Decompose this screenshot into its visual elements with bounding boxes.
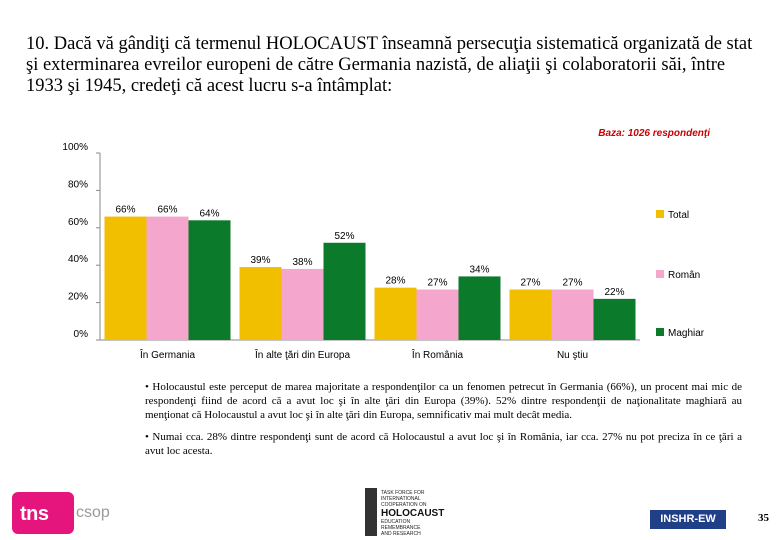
bar-data-label: 66% xyxy=(115,204,136,216)
legend-swatch-român xyxy=(656,270,664,278)
bar-data-label: 52% xyxy=(334,230,355,242)
bullet-1: • Holocaustul este perceput de marea majoritate a respondenţilor ca un fenomen petrecut în Germania (66%), un procent mai mic de respondenţi fiind de acord că a avut loc şi în alte ţări din Europa (39%). 52% dintre respondenţii de naţionalitate maghiară au menţionat că Holocaustul a avut loc şi în alte ţări din Europa, semnificativ mai mult decât media. xyxy=(145,381,742,421)
bar-român xyxy=(147,217,189,340)
bar-maghiar xyxy=(594,299,636,340)
legend-swatch-maghiar xyxy=(656,328,664,336)
y-tick-label: 60% xyxy=(67,216,88,228)
bar-român xyxy=(282,269,324,340)
y-tick-label: 100% xyxy=(62,142,88,153)
tns-logo-text: tns xyxy=(20,503,49,525)
bar-român xyxy=(417,290,459,340)
bar-data-label: 27% xyxy=(520,277,541,289)
bar-maghiar xyxy=(189,220,231,340)
legend-swatch-total xyxy=(656,210,664,218)
legend-label-total: Total xyxy=(668,210,690,221)
holocaust-logo-line-3: COOPERATION ON xyxy=(381,502,427,508)
x-category-label: În Germania xyxy=(139,350,196,361)
inshr-ew-badge: INSHR-EW xyxy=(650,510,726,529)
base-label: Baza: 1026 respondenţi xyxy=(598,128,710,139)
y-tick-label: 20% xyxy=(67,291,88,303)
bar-român xyxy=(552,290,594,340)
holocaust-task-force-logo xyxy=(365,488,455,536)
bar-total xyxy=(510,290,552,340)
y-tick-label: 40% xyxy=(67,254,88,266)
holocaust-logo-line-5: EDUCATION xyxy=(381,519,411,525)
bar-total xyxy=(240,267,282,340)
bar-data-label: 38% xyxy=(292,256,313,268)
tns-logo-box xyxy=(12,492,74,534)
bar-total xyxy=(375,288,417,340)
holocaust-logo-line-1: TASK FORCE FOR xyxy=(381,490,425,496)
bar-data-label: 27% xyxy=(427,277,448,289)
bar-data-label: 28% xyxy=(385,275,406,287)
bullet-list xyxy=(145,380,742,466)
holocaust-logo-frame xyxy=(365,488,377,536)
bar-data-label: 27% xyxy=(562,277,583,289)
page-number: 35 xyxy=(758,512,769,524)
legend-label-român: Român xyxy=(668,270,701,281)
legend-label-maghiar: Maghiar xyxy=(668,328,705,339)
y-tick-label: 80% xyxy=(67,179,88,191)
bar-data-label: 22% xyxy=(604,286,625,298)
y-tick-label: 0% xyxy=(73,329,88,340)
bar-data-label: 34% xyxy=(469,264,490,276)
csop-logo-text: csop xyxy=(76,504,110,521)
holocaust-logo-line-2: INTERNATIONAL xyxy=(381,496,421,502)
bar-data-label: 64% xyxy=(199,208,220,220)
bar-data-label: 66% xyxy=(157,204,178,216)
bar-data-label: 39% xyxy=(250,255,271,267)
bullet-2: • Numai cca. 28% dintre respondenţi sunt de acord că Holocaustul a avut loc şi în România, iar cca. 27% nu pot preciza în ce ţări a avut loc acesta. xyxy=(145,431,742,457)
x-category-label: În alte ţări din Europa xyxy=(254,350,351,361)
bar-maghiar xyxy=(459,276,501,340)
holocaust-logo-line-7: AND RESEARCH xyxy=(381,531,421,536)
holocaust-logo-line-6: REMEMBRANCE xyxy=(381,525,421,531)
question-text: 10. Dacă vă gândiţi că termenul HOLOCAUST înseamnă persecuţia sistematică organizată de stat şi exterminarea evreilor europeni de către Germania nazistă, de aliaţii şi colaboratorii săi, între 1933 şi 1945, credeţi că acest lucru s-a întâmplat: xyxy=(26,34,753,96)
tns-csop-logo xyxy=(12,492,110,534)
bar-maghiar xyxy=(324,243,366,340)
x-category-label: În România xyxy=(411,350,464,361)
bar-total xyxy=(105,217,147,340)
x-category-label: Nu ştiu xyxy=(556,350,589,361)
bar-chart xyxy=(0,140,780,372)
holocaust-logo-line-4: HOLOCAUST xyxy=(381,508,445,519)
